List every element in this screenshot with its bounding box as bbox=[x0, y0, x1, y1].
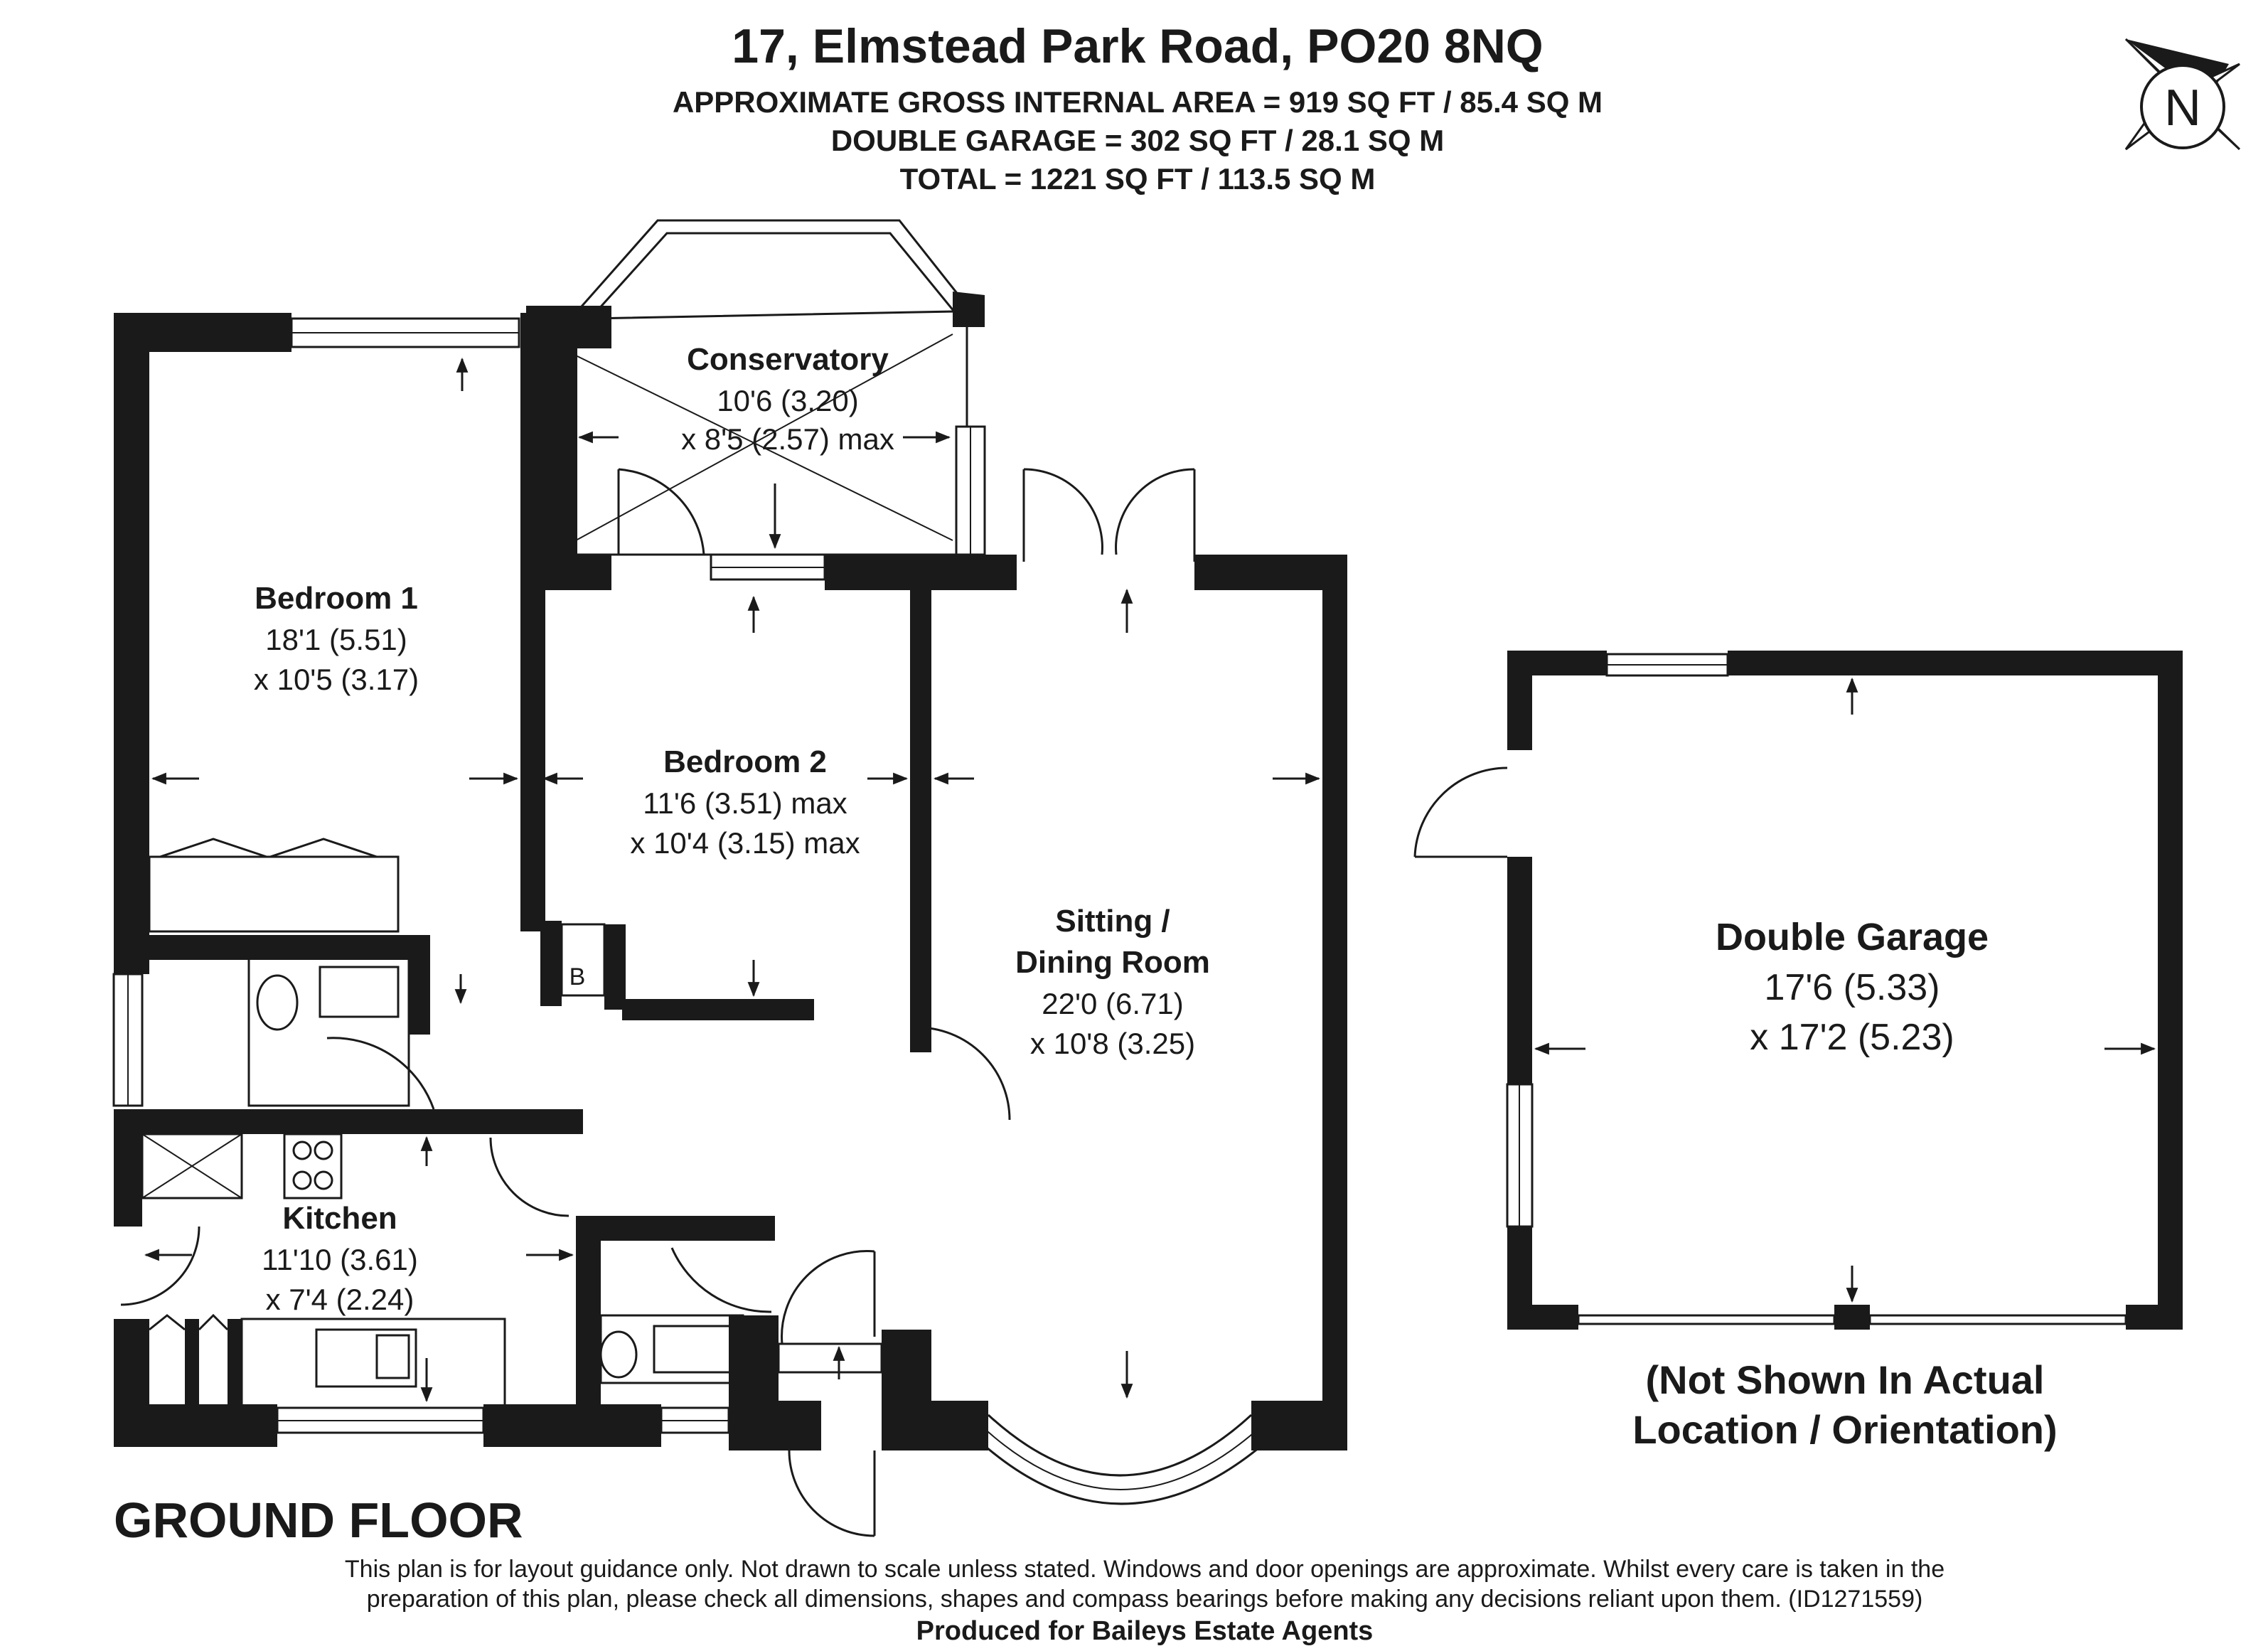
garage-note-line-1: (Not Shown In Actual bbox=[1645, 1357, 2045, 1402]
disclaimer-line-2: preparation of this plan, please check all dimensions, shapes and compass bearings before making any decisions reliant upon them. (ID1271559) bbox=[366, 1586, 1923, 1613]
garage-area-text: DOUBLE GARAGE = 302 SQ FT / 28.1 SQ M bbox=[830, 124, 1445, 157]
compass-letter: N bbox=[2164, 80, 2201, 137]
bedroom-1-dim-1: 18'1 (5.51) bbox=[265, 623, 407, 656]
kitchen-dim-1: 11'10 (3.61) bbox=[262, 1243, 418, 1276]
sitting-dim-2: x 10'8 (3.25) bbox=[1029, 1027, 1196, 1060]
kitchen-dim-2: x 7'4 (2.24) bbox=[265, 1283, 414, 1316]
boiler-label: B bbox=[569, 963, 586, 990]
conservatory-label: Conservatory bbox=[687, 342, 889, 377]
gross-area-text: APPROXIMATE GROSS INTERNAL AREA = 919 SQ FT / 85.4 SQ M bbox=[672, 85, 1603, 119]
dimension-arrows bbox=[146, 359, 2154, 1401]
plan-title: 17, Elmstead Park Road, PO20 8NQ bbox=[732, 19, 1544, 73]
bedroom-1-dim-2: x 10'5 (3.17) bbox=[253, 663, 419, 696]
kitchen-structure bbox=[114, 1205, 729, 1447]
sitting-label-1: Sitting / bbox=[1055, 904, 1170, 939]
garage-note-line-2: Location / Orientation) bbox=[1632, 1407, 2058, 1452]
sitting-dim-1: 22'0 (6.71) bbox=[1042, 987, 1184, 1020]
garage-dim-1: 17'6 (5.33) bbox=[1764, 967, 1940, 1008]
kitchen-label: Kitchen bbox=[282, 1201, 397, 1236]
disclaimer-line-1: This plan is for layout guidance only. Not drawn to scale unless stated. Windows and door openings are approximate. Whilst every care is taken in the bbox=[344, 1556, 1945, 1583]
total-area-text: TOTAL = 1221 SQ FT / 113.5 SQ M bbox=[899, 162, 1376, 196]
bedroom-2-dim-2: x 10'4 (3.15) max bbox=[630, 826, 860, 860]
bedroom-2-label: Bedroom 2 bbox=[663, 744, 827, 779]
sitting-label-2: Dining Room bbox=[1015, 945, 1210, 980]
garage-dim-2: x 17'2 (5.23) bbox=[1750, 1017, 1954, 1058]
compass-icon bbox=[2126, 39, 2240, 149]
credit-line: Produced for Baileys Estate Agents bbox=[916, 1616, 1374, 1646]
floor-label: GROUND FLOOR bbox=[114, 1492, 523, 1548]
conservatory-dim-2: x 8'5 (2.57) max bbox=[681, 422, 894, 456]
garage-label: Double Garage bbox=[1715, 916, 1989, 958]
bedroom-2-dim-1: 11'6 (3.51) max bbox=[643, 786, 847, 820]
bedroom-1-label: Bedroom 1 bbox=[255, 581, 418, 616]
conservatory-dim-1: 10'6 (3.20) bbox=[717, 384, 859, 417]
